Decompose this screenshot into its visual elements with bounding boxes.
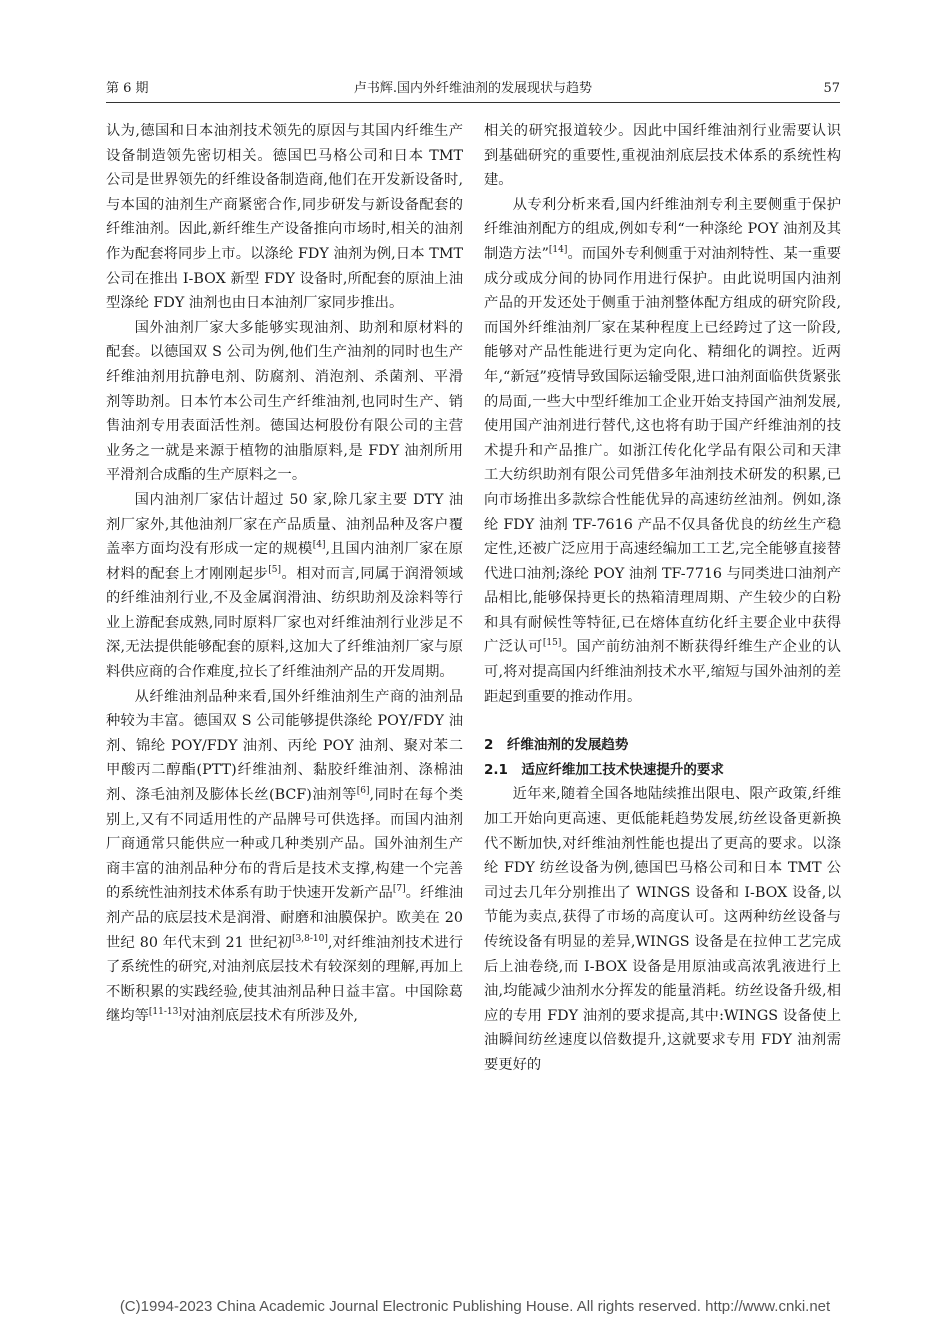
- paragraph: 认为,德国和日本油剂技术领先的原因与其国内纤维生产设备制造领先密切相关。德国巴马格公司和日本 TMT 公司是世界领先的纤维设备制造商,他们在开发新设备时,与本国的油剂生产商紧密合作,同步研发与新设备配套的纤维油剂。因此,新纤维生产设备推向市场时,相关的油剂作为配套将同步上市。以涤纶 FDY 油剂为例,日本 TMT 公司在推出 I-BOX 新型 FDY 设备时,所配套的原油上油型涤纶 FDY 油剂也由日本油剂厂家同步推出。: [106, 123, 463, 312]
- text-run: ,对纤维油剂技术进行了系统性的研究,对油剂底层技术有较深刻的理解,再加上不断积累的实践经验,使其油剂品种日益丰富。中国除葛继均等: [106, 934, 463, 1025]
- header-rule: [106, 102, 840, 103]
- citation: [6]: [356, 786, 370, 797]
- section-heading: 2 纤维油剂的发展趋势: [484, 737, 629, 754]
- paragraph: 近年来,随着全国各地陆续推出限电、限产政策,纤维加工开始向更高速、更低能耗趋势发展,纺丝设备更新换代不断加快,对纤维油剂性能也提出了更高的要求。以涤纶 FDY 纺丝设备为例,德国巴马格公司和日本 TMT 公司过去几年分别推出了 WINGS 设备和 I-BOX 设备,以节能为卖点,获得了市场的高度认可。这两种纺丝设备与传统设备有明显的差异,WINGS 设备是在拉伸工艺完成后上油卷绕,而 I-BOX 设备是用原油或高浓乳液进行上油,均能减少油剂水分挥发的能量消耗。纺丝设备升级,相应的专用 FDY 油剂的要求提高,其中:WINGS 设备使上油瞬间纺丝速度以倍数提升,这就要求专用 FDY 油剂需要更好的: [484, 786, 841, 1073]
- left-column: [106, 119, 463, 1029]
- copyright-footer: (C)1994-2023 China Academic Journal Electronic Publishing House. All rights reserved. http://www.cnki.net: [119, 1298, 831, 1315]
- running-title: 卢书辉.国内外纤维油剂的发展现状与趋势: [353, 81, 593, 96]
- paragraph: 国外油剂厂家大多能够实现油剂、助剂和原材料的配套。以德国双 S 公司为例,他们生产油剂的同时也生产纤维油剂用抗静电剂、防腐剂、消泡剂、杀菌剂、平滑剂等助剂。日本竹本公司生产纤维油剂,也同时生产、销售油剂专用表面活性剂。德国达柯股份有限公司的主营业务之一就是来源于植物的油脂原料,是 FDY 油剂所用平滑剂合成酯的生产原料之一。: [106, 319, 463, 484]
- paragraph: [106, 488, 463, 685]
- citation: [7]: [392, 884, 406, 895]
- paragraph: [106, 685, 463, 1029]
- text-run: 。而国外专利侧重于对油剂特性、某一重要成分或成分间的协同作用进行保护。由此说明国内油剂产品的开发还处于侧重于油剂整体配方组成的研究阶段,而国外纤维油剂厂家在某种程度上已经跨过了这一阶段,能够对产品性能进行更为定向化、精细化的调控。近两年,“新冠”疫情导致国际运输受限,进口油剂面临供货紧张的局面,一些大中型纤维加工企业开始支持国产油剂发展,使用国产油剂进行替代,这也将有助于国产纤维油剂的技术提升和产品推广。如浙江传化化学品有限公司和天津工大纺织助剂有限公司凭借多年油剂技术研发的积累,已向市场推出多款综合性能优异的高速纺丝油剂。例如,涤纶 FDY 油剂 TF-7616 产品不仅具备优良的纺丝生产稳定性,还被广泛应用于高速经编加工工艺,完全能够直接替代进口油剂;涤纶 POY 油剂 TF-7716 与同类进口油剂产品相比,能够保持更长的热箱清理周期、产生较少的白粉和具有耐候性等特征,已在熔体直纺化纤主要企业中获得广泛认可: [484, 245, 842, 656]
- page-header: [106, 80, 840, 104]
- text-run: ,同时在每个类别上,又有不同适用性的产品牌号可供选择。而国内油剂厂商通常只能供应一种或几种类别产品。国外油剂生产商丰富的油剂品种分布的背后是技术支撑,构建一个完善的系统性油剂技术体系有助于快速开发新产品: [106, 787, 463, 902]
- subsection-heading: 2.1 适应纤维加工技术快速提升的要求: [484, 761, 724, 778]
- page-number: 57: [823, 81, 840, 96]
- citation: [4]: [312, 540, 326, 551]
- issue-number: 第 6 期: [106, 81, 149, 96]
- paragraph: 相关的研究报道较少。因此中国纤维油剂行业需要认识到基础研究的重要性,重视油剂底层技术体系的系统性构建。: [484, 123, 841, 189]
- text-run: ,且国内油剂厂家在原材料的配套上才刚刚起步: [106, 541, 464, 582]
- citation: [3,8-10]: [292, 933, 328, 944]
- text-run: 。相对而言,同属于润滑领域的纤维油剂行业,不及金属润滑油、纺织助剂及涂料等行业上游配套成熟,同时原料厂家也对纤维油剂行业涉足不深,无法提供能够配套的原料,这加大了纤维油剂厂家与原料供应商的合作难度,拉长了纤维油剂产品的开发周期。: [106, 565, 463, 681]
- text-run: 从纤维油剂品种来看,国外纤维油剂生产商的油剂品种较为丰富。德国双 S 公司能够提供涤纶 POY/FDY 油剂、锦纶 POY/FDY 油剂、丙纶 POY 油剂、聚对苯二甲酸丙二醇酯(PTT)纤维油剂、黏胶纤维油剂、涤棉油剂、涤毛油剂及膨体长丝(BCF)油剂等: [106, 688, 463, 804]
- paragraph: [484, 193, 841, 709]
- citation: [14]: [548, 244, 568, 255]
- text-run: 。纤维油剂产品的底层技术是润滑、耐磨和油膜保护。欧美在 20 世纪 80 年代末到 21 世纪初: [106, 885, 463, 951]
- text-run: 对油剂底层技术有所涉及外,: [181, 1008, 358, 1025]
- right-column: [484, 119, 841, 1078]
- citation: [5]: [268, 564, 281, 575]
- citation: [15]: [542, 638, 562, 649]
- text-run: 从专利分析来看,国内纤维油剂专利主要侧重于保护纤维油剂配方的组成,例如专利“一种涤纶 POY 油剂及其制造方法”: [484, 196, 841, 262]
- text-run: 国内油剂厂家估计超过 50 家,除几家主要 DTY 油剂厂家外,其他油剂厂家在产品质量、油剂品种及客户覆盖率方面均没有形成一定的规模: [106, 491, 463, 558]
- citation: [11-13]: [148, 1007, 182, 1018]
- text-run: 。国产前纺油剂不断获得纤维生产企业的认可,将对提高国内纤维油剂技术水平,缩短与国外油剂的差距起到重要的推动作用。: [484, 639, 842, 705]
